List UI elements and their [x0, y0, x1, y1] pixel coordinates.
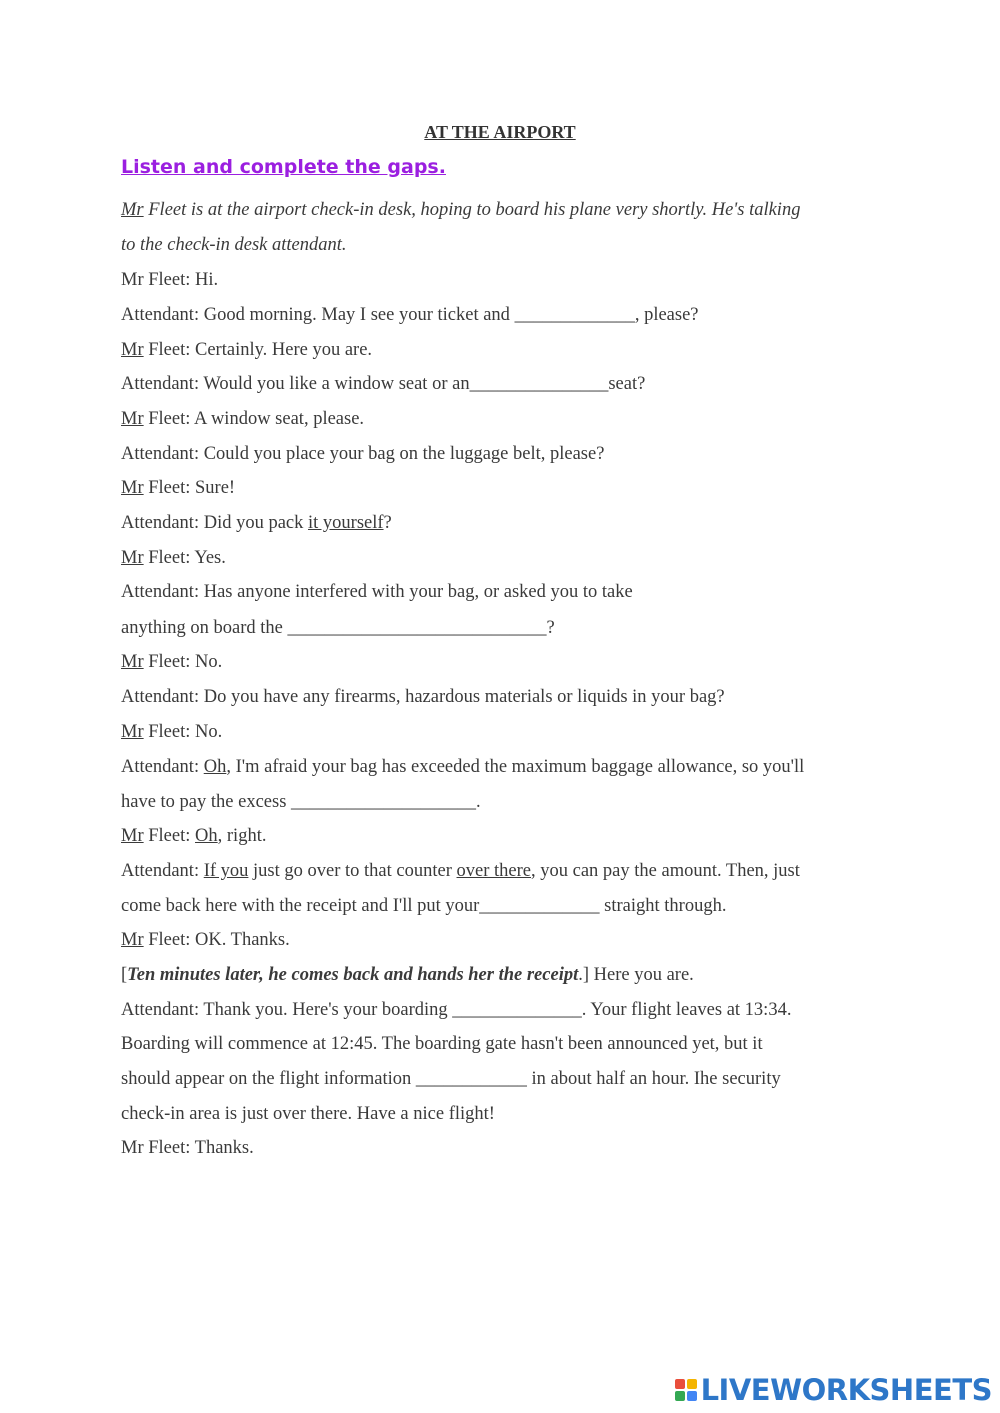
intro-mr: Mr — [121, 200, 144, 220]
liveworksheets-logo-icon — [675, 1379, 697, 1401]
dialogue-line: Attendant: Good morning. May I see your ticket and _____________, please? — [121, 305, 699, 325]
dialogue-line: anything on board the ____________________________? — [121, 618, 555, 638]
answer-gap-3[interactable]: ____________________________ — [287, 618, 547, 638]
dialogue-line: Mr Fleet: No. — [121, 652, 223, 672]
answer-gap-4[interactable]: ____________________ — [291, 792, 477, 812]
dialogue-line: Attendant: Thank you. Here's your boarding ______________. Your flight leaves at 13:34. — [121, 1000, 792, 1020]
dialogue-line: Mr Fleet: No. — [121, 722, 223, 742]
answer-gap-2[interactable]: _______________ — [469, 374, 609, 394]
dialogue-line: Mr Fleet: Certainly. Here you are. — [121, 340, 373, 360]
dialogue-line: Attendant: Has anyone interfered with your bag, or asked you to take — [121, 582, 633, 602]
dialogue-line: Attendant: Oh, I'm afraid your bag has exceeded the maximum baggage allowance, so you'll — [121, 757, 805, 777]
dialogue-line: Mr Fleet: Oh, right. — [121, 826, 267, 846]
dialogue-line: Mr Fleet: A window seat, please. — [121, 409, 365, 429]
dialogue-line: have to pay the excess ____________________. — [121, 792, 481, 812]
dialogue-line: Mr Fleet: OK. Thanks. — [121, 930, 290, 950]
answer-gap-7[interactable]: ____________ — [415, 1069, 527, 1089]
page-title: AT THE AIRPORT — [424, 122, 576, 142]
stage-direction-line: [Ten minutes later, he comes back and hands her the receipt.] Here you are. — [121, 965, 694, 985]
dialogue-line: Attendant: Could you place your bag on the luggage belt, please? — [121, 444, 605, 464]
dialogue-line: check-in area is just over there. Have a nice flight! — [121, 1104, 495, 1124]
dialogue-line: Attendant: Did you pack it yourself? — [121, 513, 392, 533]
dialogue-line: should appear on the flight information ____________ in about half an hour. Ihe security — [121, 1069, 781, 1089]
dialogue-line: Mr Fleet: Sure! — [121, 478, 236, 498]
dialogue-line: Boarding will commence at 12:45. The boarding gate hasn't been announced yet, but it — [121, 1034, 763, 1054]
intro-line-2: to the check-in desk attendant. — [121, 235, 347, 255]
dialogue-line: Mr Fleet: Thanks. — [121, 1138, 254, 1158]
dialogue-line: Attendant: Do you have any firearms, hazardous materials or liquids in your bag? — [121, 687, 725, 707]
dialogue-line: Attendant: Would you like a window seat or an_______________seat? — [121, 374, 646, 394]
answer-gap-1[interactable]: _____________ — [514, 305, 635, 325]
logo-text: LIVEWORKSHEETS — [700, 1373, 992, 1407]
dialogue-line: come back here with the receipt and I'll put your_____________ straight through. — [121, 896, 727, 916]
liveworksheets-logo — [675, 1375, 992, 1405]
intro-line-1: Mr Fleet is at the airport check-in desk, hoping to board his plane very shortly. He's talking — [121, 200, 801, 220]
instruction-heading: Listen and complete the gaps. — [121, 156, 446, 178]
dialogue-line: Mr Fleet: Hi. — [121, 270, 219, 290]
dialogue-line: Mr Fleet: Yes. — [121, 548, 226, 568]
dialogue-line: Attendant: If you just go over to that counter over there, you can pay the amount. Then, just — [121, 861, 800, 881]
answer-gap-5[interactable]: _____________ — [479, 896, 600, 916]
answer-gap-6[interactable]: ______________ — [452, 1000, 582, 1020]
